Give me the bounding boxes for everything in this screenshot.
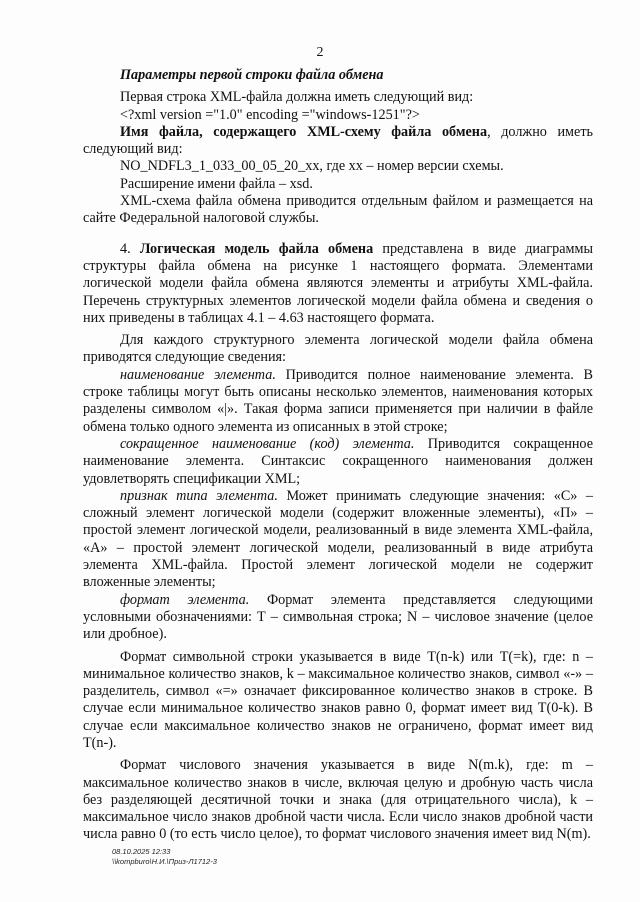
item-name-paragraph xyxy=(83,367,593,436)
section-4-text: представлена в виде диаграммы структуры файла обмена на рисунке 1 настоящего формата. Элементами логической модели файла обмена являются элементы и атрибуты XML-файла. Перечень структурных элементов логической модели файла обмена и сведения о них приведены в таблицах 4.1 – 4.63 настоящего формата. xyxy=(83,240,594,326)
extension-line: Расширение имени файла – xsd. xyxy=(120,175,313,192)
section-4-number: 4. xyxy=(120,240,140,257)
xsd-provided-paragraph: XML-схема файла обмена приводится отдельным файлом и размещается на сайте Федеральной налоговой службы. xyxy=(83,193,593,227)
item-format-paragraph xyxy=(83,592,593,644)
filename-paragraph xyxy=(83,124,593,159)
for-each-paragraph: Для каждого структурного элемента логической модели файла обмена приводятся следующие сведения: xyxy=(83,332,593,366)
item-type-paragraph xyxy=(83,488,593,592)
footer xyxy=(112,847,217,867)
section-4-title: Логическая модель файла обмена xyxy=(139,240,374,257)
item-type-text: Может принимать следующие значения: «С» – сложный элемент логической модели (содержит вложенные элементы), «П» – простой элемент логической модели, реализованный в виде элемента XML-файла, «А» – простой элемент логической модели, реализованный в виде атрибута элемента XML-файла. Простой элемент логической модели не содержит вложенные элементы; xyxy=(83,487,593,591)
item-format-text: Формат элемента представляется следующими условными обозначениями: Т – символьная строка; N – числовое значение (целое или дробное). xyxy=(83,591,593,643)
item-short-term: сокращенное наименование (код) элемента. xyxy=(120,435,415,452)
item-format-term: формат элемента. xyxy=(120,591,250,608)
item-name-term: наименование элемента. xyxy=(120,366,276,383)
first-line-intro: Первая строка XML-файла должна иметь следующий вид: xyxy=(120,89,474,106)
number-format-paragraph: Формат числового значения указывается в виде N(m.k), где: m – максимальное количество знаков в числе, включая целую и дробную часть числа без разделяющей десятичной точки и знака (для отрицательного числа), k – максимальное число знаков дробной части числа. Если число знаков дробной части числа равно 0 (то есть число целое), то формат числового значения имеет вид N(m). xyxy=(83,757,593,843)
filename-rest: , должно иметь следующий вид: xyxy=(83,123,594,158)
section-4-paragraph xyxy=(83,241,593,327)
string-format-paragraph: Формат символьной строки указывается в виде Т(n-k) или Т(=k), где: n – минимальное количество знаков, k – максимальное количество знаков, символ «-» – разделитель, символ «=» означает фиксированное количество знаков в строке. В случае если минимальное количество знаков равно 0, формат имеет вид Т(0-k). В случае если максимальное количество знаков не ограничено, формат имеет вид Т(n-). xyxy=(83,648,593,751)
footer-path: \\kompburo\Н.И.\Приз-Л1712-3 xyxy=(112,857,217,866)
heading-first-line: Параметры первой строки файла обмена xyxy=(120,67,384,83)
filename-bold: Имя файла, содержащего XML-схему файла обмена xyxy=(120,123,488,140)
xml-declaration: <?xml version ="1.0" encoding ="windows-1251"?> xyxy=(120,106,420,123)
item-short-paragraph xyxy=(83,436,593,488)
footer-date: 08.10.2025 12:33 xyxy=(112,847,171,856)
item-type-term: признак типа элемента. xyxy=(120,487,278,504)
item-short-text: Приводится сокращенное наименование элемента. Синтаксис сокращенного наименования должен удовлетворять спецификации XML; xyxy=(83,435,593,487)
filename-value: NO_NDFL3_1_033_00_05_20_xx, где хх – номер версии схемы. xyxy=(120,158,504,175)
item-name-text: Приводится полное наименование элемента. В строке таблицы могут быть описаны несколько элементов, наименования которых разделены символом «|». Такая форма записи применяется при наличии в файле обмена только одного элемента из описанных в этой строке; xyxy=(83,366,593,435)
document-body xyxy=(83,67,593,844)
page-number: 2 xyxy=(316,45,324,60)
